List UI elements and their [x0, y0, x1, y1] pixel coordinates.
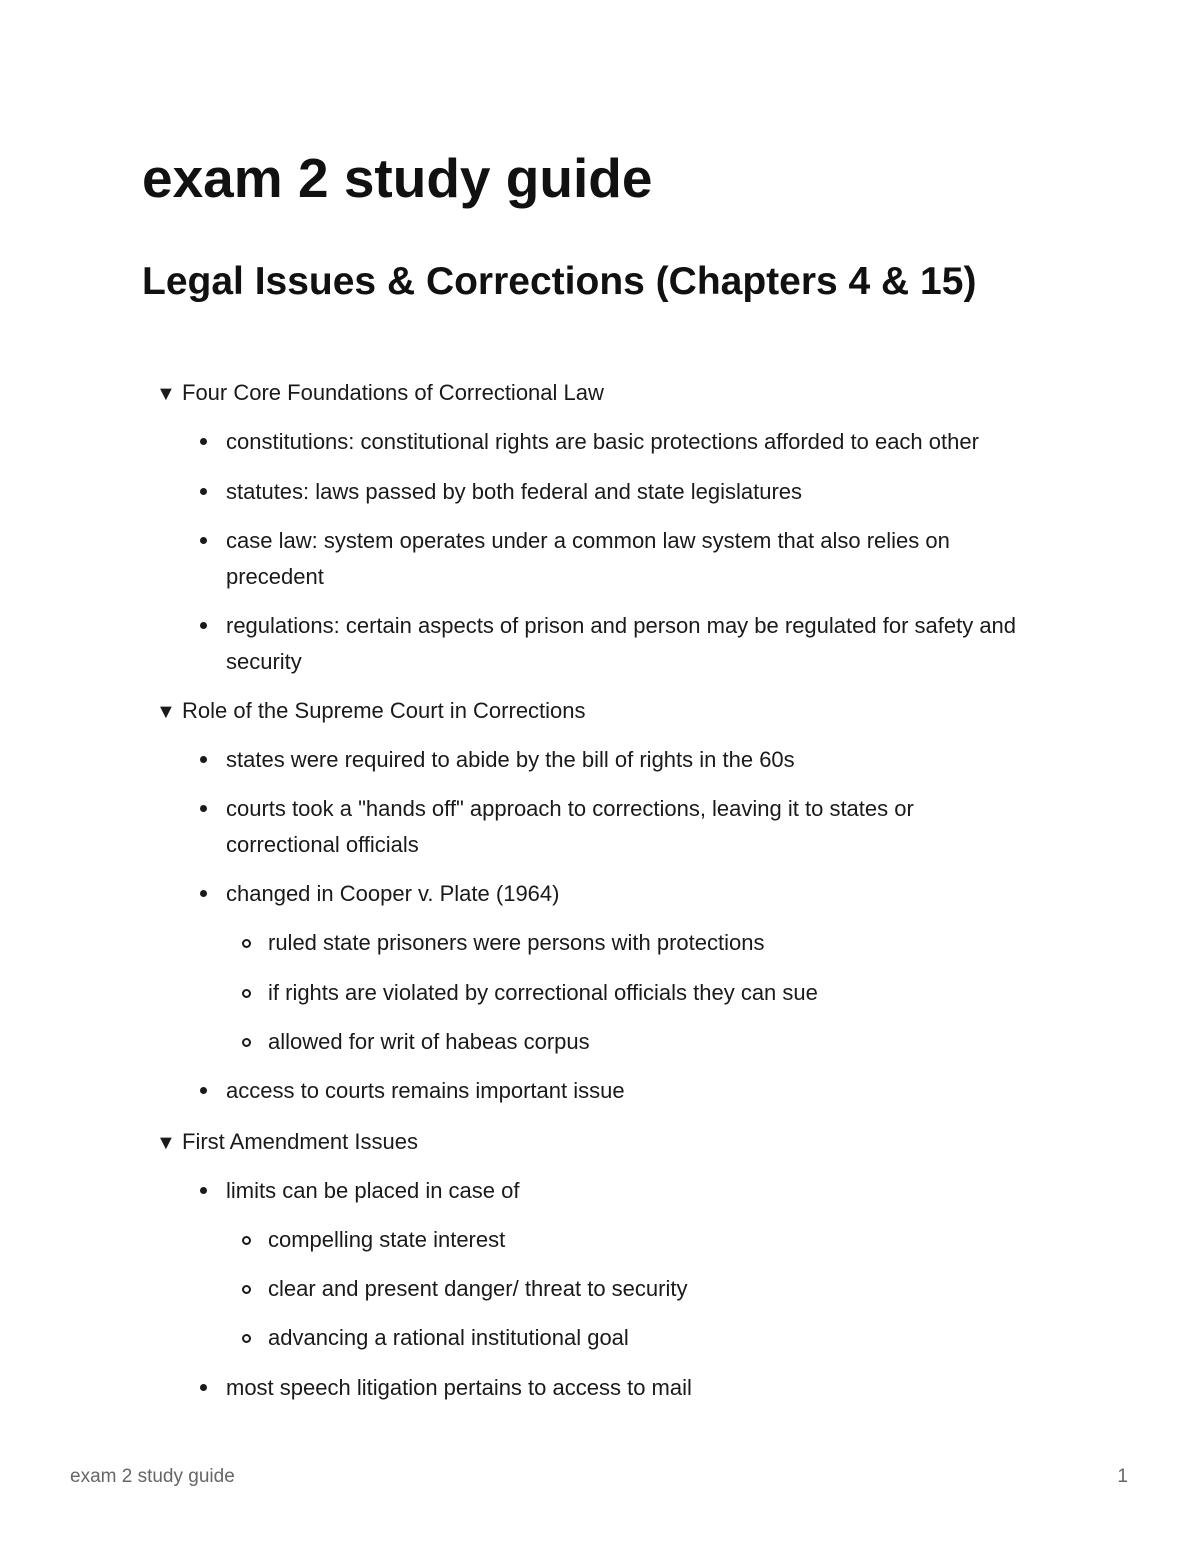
sub-list-item-text: clear and present danger/ threat to security	[268, 1276, 688, 1301]
sub-list-item	[268, 1320, 1048, 1356]
toggle-core-foundations[interactable]	[156, 378, 604, 409]
list-item-text: case law: system operates under a common law system that also relies on precedent	[226, 528, 950, 589]
toggle-label: Four Core Foundations of Correctional Law	[182, 380, 604, 405]
hollow-bullet-icon	[242, 989, 251, 998]
hollow-bullet-icon	[242, 939, 251, 948]
sub-list-item	[268, 1222, 1048, 1258]
bullet-icon	[200, 1087, 207, 1094]
toggle-label: Role of the Supreme Court in Corrections	[182, 698, 586, 723]
list-item	[226, 876, 1046, 912]
bullet-icon	[200, 890, 207, 897]
bullet-icon	[200, 438, 207, 445]
list-item-text: states were required to abide by the bill of rights in the 60s	[226, 747, 795, 772]
footer-title: exam 2 study guide	[70, 1466, 235, 1487]
sub-list-item-text: ruled state prisoners were persons with protections	[268, 930, 765, 955]
list-item	[226, 474, 1046, 510]
hollow-bullet-icon	[242, 1334, 251, 1343]
bullet-icon	[200, 537, 207, 544]
list-item-text: courts took a "hands off" approach to corrections, leaving it to states or correctional officials	[226, 796, 914, 857]
toggle-label: First Amendment Issues	[182, 1129, 418, 1154]
bullet-icon	[200, 756, 207, 763]
list-item-text: statutes: laws passed by both federal and state legislatures	[226, 479, 803, 504]
bullet-icon	[200, 805, 207, 812]
sub-list-item-text: compelling state interest	[268, 1227, 506, 1252]
bullet-icon	[200, 1187, 207, 1194]
list-item-text: most speech litigation pertains to access to mail	[226, 1375, 692, 1400]
hollow-bullet-icon	[242, 1038, 251, 1047]
bullet-icon	[200, 622, 207, 629]
section-heading: Legal Issues & Corrections (Chapters 4 & 15)	[142, 260, 977, 303]
bullet-icon	[200, 1384, 207, 1391]
sub-list-item	[268, 975, 1048, 1011]
page-title: exam 2 study guide	[142, 147, 653, 209]
list-item	[226, 424, 1046, 460]
toggle-supreme-court[interactable]	[156, 696, 586, 727]
toggle-triangle-icon: ▼	[156, 701, 176, 723]
page-number: 1	[1117, 1466, 1128, 1487]
list-item-text: limits can be placed in case of	[226, 1178, 520, 1203]
list-item-text: changed in Cooper v. Plate (1964)	[226, 881, 560, 906]
hollow-bullet-icon	[242, 1236, 251, 1245]
hollow-bullet-icon	[242, 1285, 251, 1294]
toggle-first-amendment[interactable]	[156, 1127, 418, 1158]
list-item-text: constitutions: constitutional rights are basic protections afforded to each other	[226, 429, 979, 454]
list-item	[226, 1073, 1046, 1109]
sub-list-item	[268, 1271, 1048, 1307]
list-item	[226, 608, 1041, 680]
toggle-triangle-icon: ▼	[156, 383, 176, 405]
list-item-text: regulations: certain aspects of prison and person may be regulated for safety and security	[226, 613, 1017, 674]
sub-list-item-text: advancing a rational institutional goal	[268, 1325, 629, 1350]
list-item	[226, 1370, 1046, 1406]
list-item	[226, 523, 1016, 595]
toggle-triangle-icon: ▼	[156, 1132, 176, 1154]
list-item	[226, 1173, 1046, 1209]
bullet-icon	[200, 488, 207, 495]
list-item	[226, 791, 986, 863]
sub-list-item	[268, 1024, 1048, 1060]
list-item	[226, 742, 1046, 778]
list-item-text: access to courts remains important issue	[226, 1078, 625, 1103]
sub-list-item	[268, 925, 1048, 961]
sub-list-item-text: if rights are violated by correctional officials they can sue	[268, 980, 818, 1005]
sub-list-item-text: allowed for writ of habeas corpus	[268, 1029, 590, 1054]
